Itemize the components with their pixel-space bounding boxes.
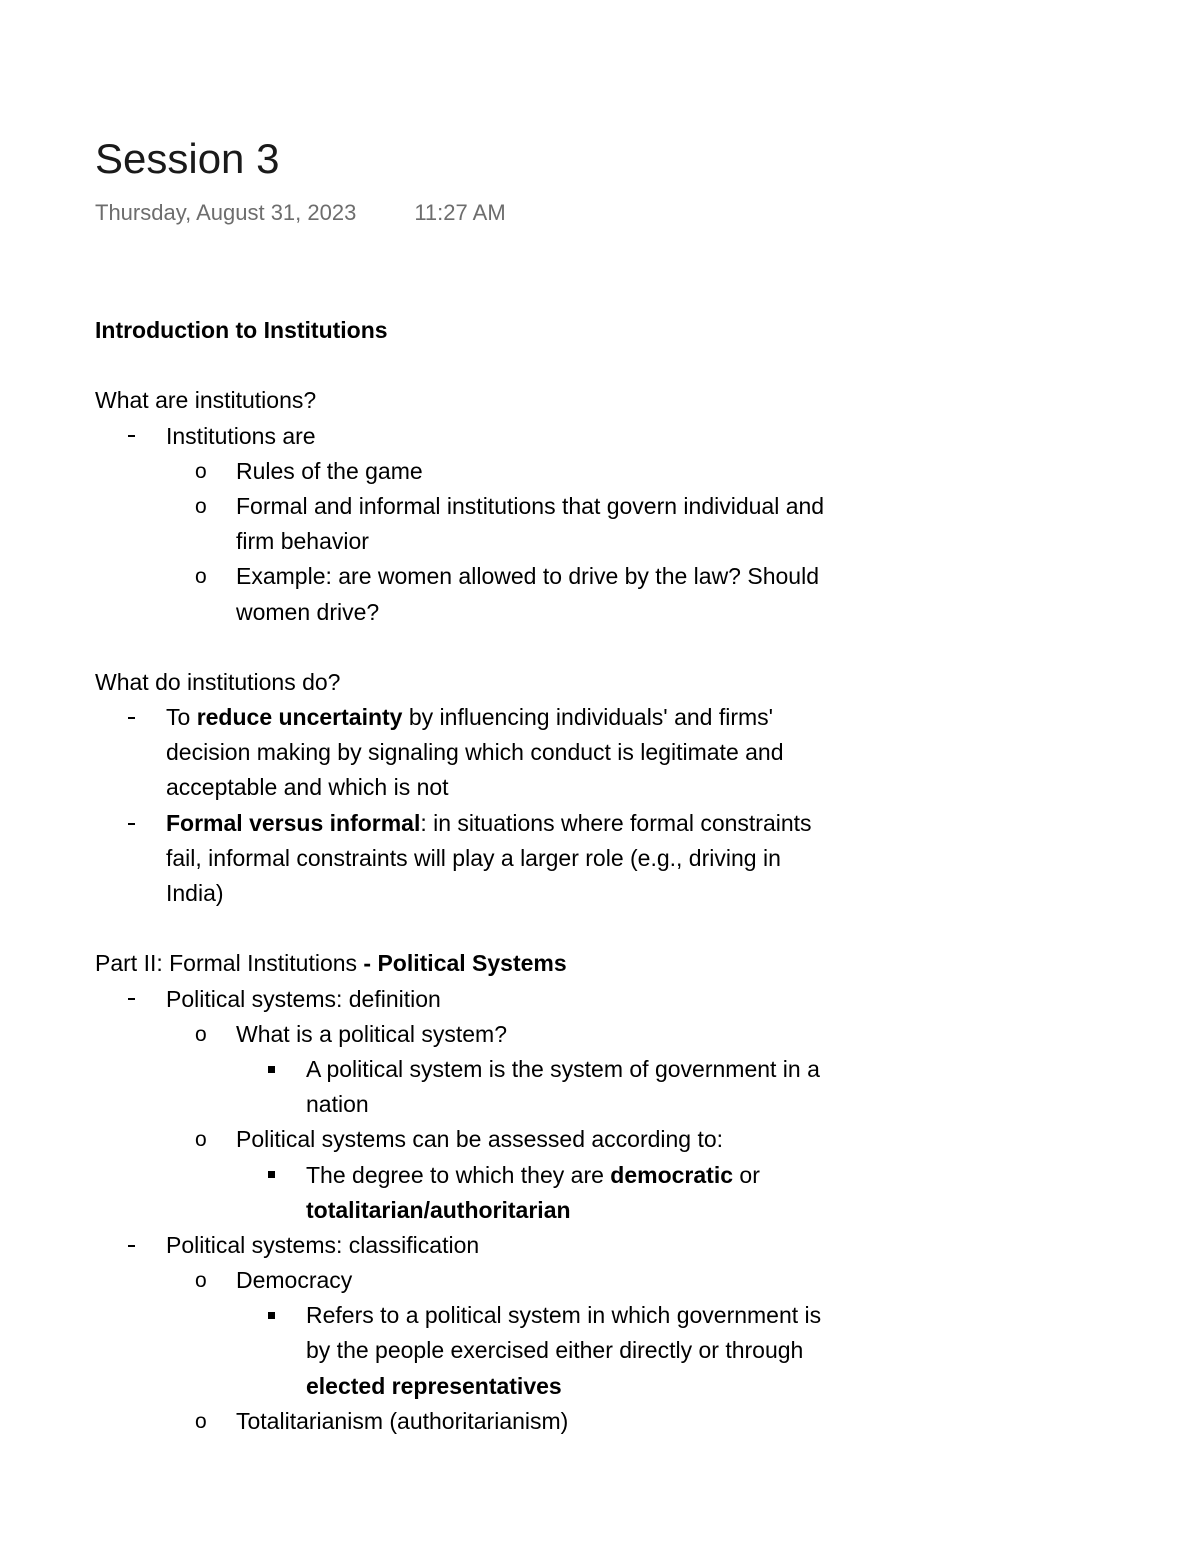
circle-bullet-icon: o bbox=[195, 1128, 207, 1152]
list-item-continuation: nation bbox=[306, 1091, 369, 1118]
circle-bullet-icon: o bbox=[195, 1409, 207, 1433]
circle-bullet-icon: o bbox=[195, 1269, 207, 1293]
page-date: Thursday, August 31, 2023 bbox=[95, 200, 357, 225]
part-heading: Part II: Formal Institutions - Political Systems bbox=[95, 950, 567, 977]
list-item: The degree to which they are democratic or bbox=[95, 1158, 1095, 1193]
list-item: o Democracy bbox=[95, 1263, 1095, 1298]
list-item-continuation: fail, informal constraints will play a larger role (e.g., driving in bbox=[166, 844, 781, 871]
list-item-continuation: India) bbox=[166, 880, 224, 906]
list-item: Political systems: classification bbox=[95, 1228, 1095, 1263]
list-item: o Political systems can be assessed according to: bbox=[95, 1122, 1095, 1157]
page-title: Session 3 bbox=[95, 135, 280, 182]
note-body bbox=[95, 313, 1095, 1439]
dash-bullet-icon bbox=[128, 806, 135, 841]
list-item: o Formal and informal institutions that govern individual and bbox=[95, 489, 1095, 524]
list-item: To reduce uncertainty by influencing individuals' and firms' bbox=[95, 700, 1095, 735]
square-bullet-icon bbox=[268, 1298, 275, 1333]
list-item-continuation: acceptable and which is not bbox=[166, 774, 449, 801]
list-item-continuation: women drive? bbox=[236, 598, 380, 625]
list-item: o Rules of the game bbox=[95, 454, 1095, 489]
list-item: Institutions are bbox=[95, 419, 1095, 454]
list-item-continuation: by the people exercised either directly or through bbox=[306, 1337, 804, 1364]
question-what-are: What are institutions? bbox=[95, 387, 317, 414]
list-item: Formal versus informal: in situations where formal constraints bbox=[95, 806, 1095, 841]
page-timestamp bbox=[95, 198, 506, 228]
page-time: 11:27 AM bbox=[414, 200, 506, 225]
list-item: o What is a political system? bbox=[95, 1017, 1095, 1052]
square-bullet-icon bbox=[268, 1052, 275, 1087]
dash-bullet-icon bbox=[128, 419, 135, 454]
circle-bullet-icon: o bbox=[195, 459, 207, 483]
dash-bullet-icon bbox=[128, 1228, 135, 1263]
list-item: A political system is the system of government in a bbox=[95, 1052, 1095, 1087]
list-item: Political systems: definition bbox=[95, 982, 1095, 1017]
circle-bullet-icon: o bbox=[195, 494, 207, 518]
list-item-continuation: decision making by signaling which conduct is legitimate and bbox=[166, 739, 784, 766]
list-item: o Totalitarianism (authoritarianism) bbox=[95, 1404, 1095, 1439]
square-bullet-icon bbox=[268, 1158, 275, 1193]
circle-bullet-icon: o bbox=[195, 1022, 207, 1046]
list-item-continuation: firm behavior bbox=[236, 528, 369, 555]
list-item-continuation: totalitarian/authoritarian bbox=[306, 1196, 571, 1223]
section-heading: Introduction to Institutions bbox=[95, 317, 388, 343]
circle-bullet-icon: o bbox=[195, 565, 207, 589]
list-item: o Example: are women allowed to drive by the law? Should bbox=[95, 559, 1095, 594]
list-item: Refers to a political system in which government is bbox=[95, 1298, 1095, 1333]
question-what-do: What do institutions do? bbox=[95, 668, 341, 695]
dash-bullet-icon bbox=[128, 982, 135, 1017]
list-item-continuation: elected representatives bbox=[306, 1372, 562, 1399]
dash-bullet-icon bbox=[128, 700, 135, 735]
